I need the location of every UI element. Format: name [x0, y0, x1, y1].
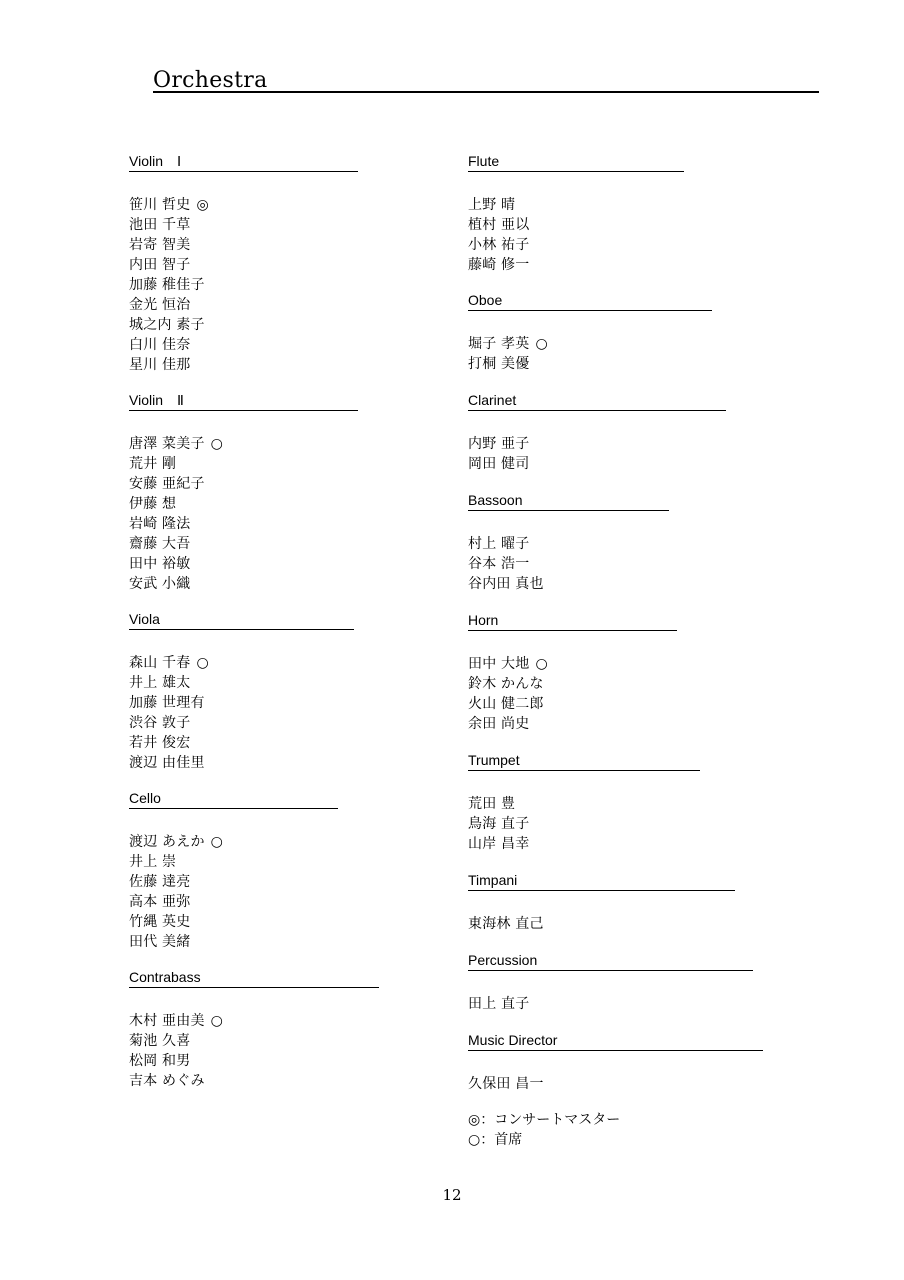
member-list	[468, 534, 669, 594]
section-viola	[129, 611, 354, 773]
member-name: 竹縄 英史	[129, 914, 191, 930]
member-entry	[468, 334, 712, 354]
title-underline	[153, 91, 819, 93]
section-music-director	[468, 1032, 763, 1094]
member-entry	[468, 914, 735, 934]
member-entry	[468, 674, 677, 694]
section-heading: Oboe	[468, 292, 712, 311]
member-name: 安武 小織	[129, 576, 191, 592]
member-entry	[129, 832, 338, 852]
member-entry	[129, 653, 354, 673]
member-entry	[468, 434, 726, 454]
member-list	[468, 1074, 763, 1094]
member-name: 鳥海 直子	[468, 816, 530, 832]
member-entry	[129, 852, 338, 872]
legend	[468, 1110, 620, 1150]
member-name: 加藤 世理有	[129, 695, 205, 711]
section-heading: Flute	[468, 153, 684, 172]
section-violin-1	[129, 153, 358, 375]
section-clarinet	[468, 392, 726, 474]
member-name: 吉本 めぐみ	[129, 1073, 205, 1089]
member-name: 唐澤 菜美子	[129, 436, 205, 452]
section-cello	[129, 790, 338, 952]
member-name: 田中 大地	[468, 656, 530, 672]
member-entry	[129, 713, 354, 733]
member-entry	[129, 434, 358, 454]
member-name: 打桐 美優	[468, 356, 530, 372]
member-entry	[468, 834, 700, 854]
member-name: 岩崎 隆法	[129, 516, 191, 532]
member-name: 久保田 昌一	[468, 1076, 544, 1092]
member-name: 佐藤 達亮	[129, 874, 191, 890]
member-name: 笹川 哲史	[129, 197, 191, 213]
member-entry	[129, 195, 358, 215]
member-list	[129, 434, 358, 594]
member-entry	[468, 574, 669, 594]
member-list	[468, 914, 735, 934]
member-name: 渡辺 由佳里	[129, 755, 205, 771]
member-list	[129, 1011, 379, 1091]
member-name: 谷内田 真也	[468, 576, 544, 592]
member-name: 荒井 剛	[129, 456, 177, 472]
member-name: 田代 美緒	[129, 934, 191, 950]
page-title: Orchestra	[153, 68, 268, 93]
member-entry	[468, 454, 726, 474]
member-entry	[129, 1011, 379, 1031]
member-name: 火山 健二郎	[468, 696, 544, 712]
member-entry	[129, 534, 358, 554]
member-name: 岩寄 智美	[129, 237, 191, 253]
member-list	[468, 334, 712, 374]
member-entry	[129, 514, 358, 534]
member-name: 金光 恒治	[129, 297, 191, 313]
section-heading: Horn	[468, 612, 677, 631]
member-name: 村上 曜子	[468, 536, 530, 552]
section-oboe	[468, 292, 712, 374]
member-entry	[468, 255, 684, 275]
member-name: 星川 佳那	[129, 357, 191, 373]
member-entry	[468, 814, 700, 834]
member-entry	[468, 354, 712, 374]
member-name: 松岡 和男	[129, 1053, 191, 1069]
section-heading: Viola	[129, 611, 354, 630]
section-heading: Percussion	[468, 952, 753, 971]
section-heading: Cello	[129, 790, 338, 809]
principal-mark: ○	[535, 336, 548, 352]
member-name: 内田 智子	[129, 257, 191, 273]
member-entry	[129, 215, 358, 235]
section-heading: Timpani	[468, 872, 735, 891]
legend-concertmaster: ◎：コンサートマスター	[468, 1112, 621, 1128]
member-name: 岡田 健司	[468, 456, 530, 472]
member-list	[468, 654, 677, 734]
concertmaster-mark: ◎	[196, 197, 209, 213]
member-entry	[129, 574, 358, 594]
member-entry	[468, 534, 669, 554]
member-entry	[468, 714, 677, 734]
member-entry	[129, 355, 358, 375]
member-name: 谷本 浩一	[468, 556, 530, 572]
member-name: 高本 亜弥	[129, 894, 191, 910]
member-name: 堀子 孝英	[468, 336, 530, 352]
section-horn	[468, 612, 677, 734]
member-name: 井上 雄太	[129, 675, 191, 691]
section-heading: Bassoon	[468, 492, 669, 511]
member-name: 伊藤 想	[129, 496, 177, 512]
member-list	[129, 653, 354, 773]
section-heading: Clarinet	[468, 392, 726, 411]
member-entry	[129, 295, 358, 315]
section-heading: Trumpet	[468, 752, 700, 771]
member-entry	[129, 912, 338, 932]
member-name: 上野 晴	[468, 197, 516, 213]
member-entry	[468, 794, 700, 814]
member-entry	[129, 255, 358, 275]
legend-principal: ○：首席	[468, 1132, 523, 1148]
member-entry	[129, 494, 358, 514]
member-name: 齋藤 大吾	[129, 536, 191, 552]
member-entry	[468, 1074, 763, 1094]
member-name: 安藤 亜紀子	[129, 476, 205, 492]
member-entry	[129, 315, 358, 335]
member-entry	[129, 335, 358, 355]
member-entry	[468, 195, 684, 215]
member-list	[468, 794, 700, 854]
member-name: 内野 亜子	[468, 436, 530, 452]
member-list	[129, 195, 358, 375]
member-entry	[129, 673, 354, 693]
member-name: 山岸 昌幸	[468, 836, 530, 852]
member-entry	[129, 753, 354, 773]
member-entry	[129, 474, 358, 494]
member-name: 森山 千春	[129, 655, 191, 671]
section-trumpet	[468, 752, 700, 854]
section-heading: Music Director	[468, 1032, 763, 1051]
principal-mark: ○	[210, 436, 224, 452]
member-entry	[468, 694, 677, 714]
member-entry	[129, 454, 358, 474]
member-name: 渋谷 敦子	[129, 715, 191, 731]
member-name: 田上 直子	[468, 996, 530, 1012]
section-flute	[468, 153, 684, 275]
member-list	[468, 434, 726, 474]
member-entry	[468, 654, 677, 674]
section-heading: Contrabass	[129, 969, 379, 988]
member-entry	[468, 994, 753, 1014]
member-entry	[129, 275, 358, 295]
principal-mark: ○	[196, 655, 209, 671]
member-name: 小林 祐子	[468, 237, 530, 253]
section-bassoon	[468, 492, 669, 594]
principal-mark: ○	[210, 834, 224, 850]
principal-mark: ○	[535, 656, 548, 672]
member-entry	[129, 1031, 379, 1051]
member-name: 渡辺 あえか	[129, 834, 205, 850]
member-name: 井上 崇	[129, 854, 177, 870]
member-name: 加藤 稚佳子	[129, 277, 205, 293]
section-violin-2	[129, 392, 358, 594]
section-percussion	[468, 952, 753, 1014]
member-entry	[129, 693, 354, 713]
member-name: 植村 亜以	[468, 217, 530, 233]
member-name: 東海林 直己	[468, 916, 544, 932]
section-heading: Violin Ⅰ	[129, 153, 358, 172]
member-name: 鈴木 かんな	[468, 676, 544, 692]
member-list	[129, 832, 338, 952]
member-name: 池田 千草	[129, 217, 191, 233]
member-entry	[129, 733, 354, 753]
principal-mark: ○	[210, 1013, 224, 1029]
member-name: 荒田 豊	[468, 796, 516, 812]
section-timpani	[468, 872, 735, 934]
member-entry	[129, 892, 338, 912]
section-contrabass	[129, 969, 379, 1091]
member-name: 木村 亜由美	[129, 1013, 205, 1029]
member-entry	[468, 235, 684, 255]
member-entry	[129, 1071, 379, 1091]
member-entry	[129, 1051, 379, 1071]
section-heading: Violin Ⅱ	[129, 392, 358, 411]
member-entry	[129, 235, 358, 255]
member-name: 白川 佳奈	[129, 337, 191, 353]
member-name: 若井 俊宏	[129, 735, 191, 751]
member-entry	[129, 932, 338, 952]
page-number: 12	[442, 1186, 462, 1204]
member-entry	[129, 872, 338, 892]
member-name: 菊池 久喜	[129, 1033, 191, 1049]
member-name: 余田 尚史	[468, 716, 530, 732]
member-name: 城之内 素子	[129, 317, 205, 333]
member-entry	[468, 215, 684, 235]
member-list	[468, 195, 684, 275]
member-list	[468, 994, 753, 1014]
member-name: 藤崎 修一	[468, 257, 530, 273]
member-name: 田中 裕敏	[129, 556, 191, 572]
member-entry	[468, 554, 669, 574]
member-entry	[129, 554, 358, 574]
